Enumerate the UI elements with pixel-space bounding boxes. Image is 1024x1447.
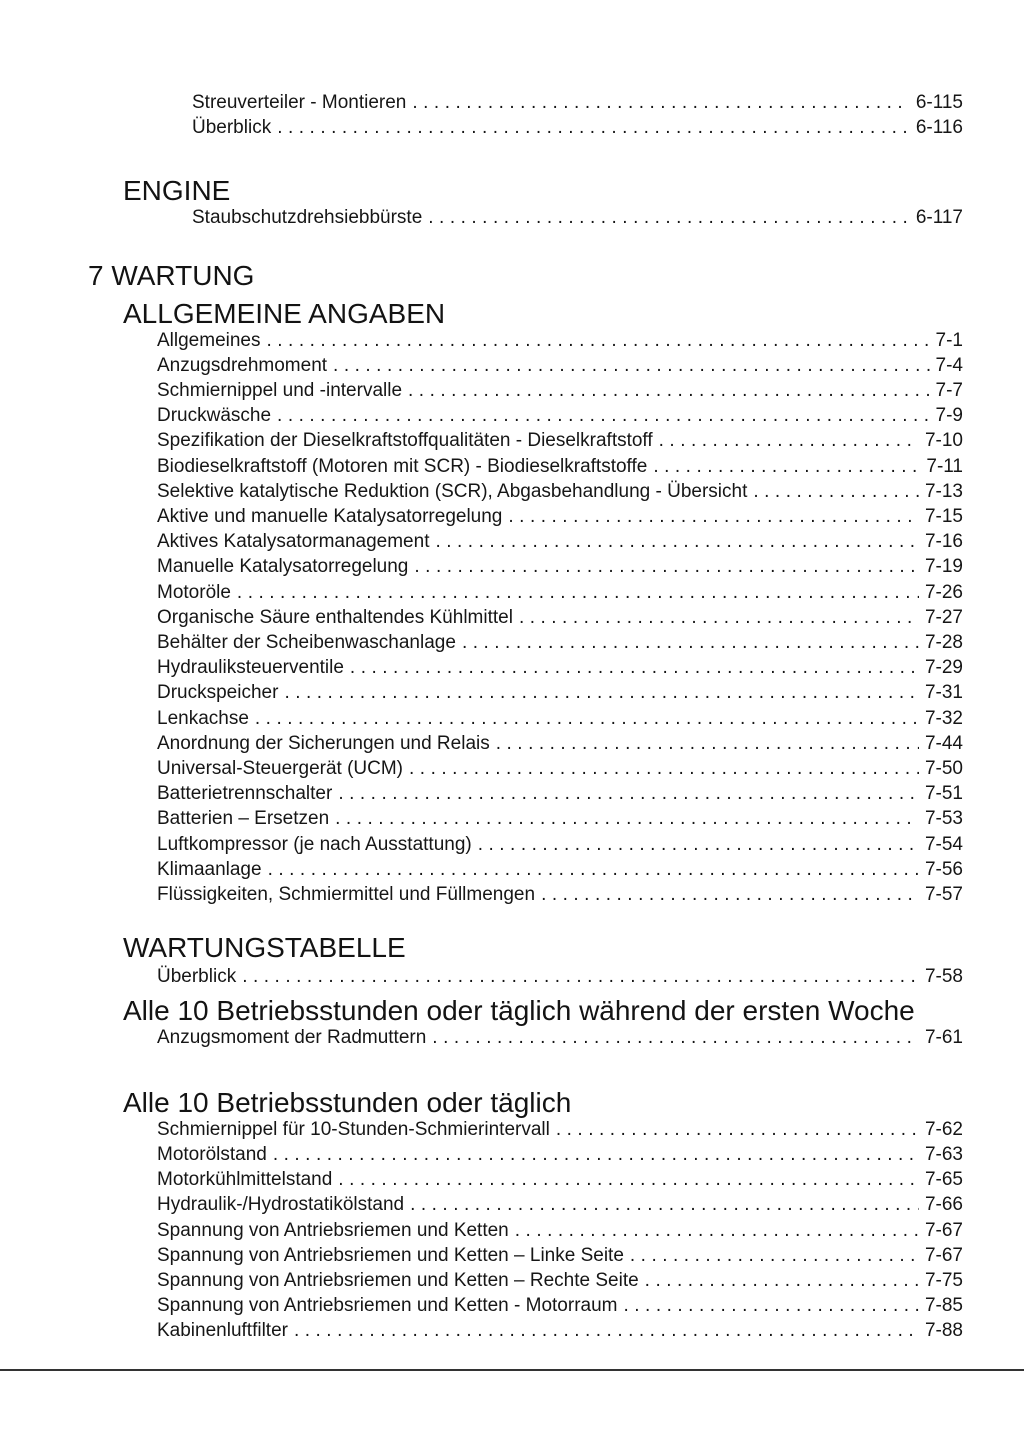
toc-entry (157, 428, 963, 453)
dot-leader (350, 655, 919, 680)
toc-entry (157, 1318, 963, 1343)
toc-entry (157, 781, 963, 806)
toc-entry (157, 1243, 963, 1268)
toc-entry (157, 580, 963, 605)
toc-entry-page: 7-54 (924, 833, 963, 855)
chapter-heading: 7 WARTUNG (88, 259, 255, 291)
toc-entry-title: Universal-Steuergerät (UCM) (157, 758, 404, 780)
section-heading: Alle 10 Betriebsstunden oder täglich während der ersten Woche (123, 995, 915, 1027)
toc-entry-page: 7-58 (924, 966, 963, 988)
toc-entry-title: Spannung von Antriebsriemen und Ketten – Linke Seite (157, 1244, 624, 1266)
toc-entry-title: Spannung von Antriebsriemen und Ketten (157, 1219, 509, 1241)
toc-entry-page: 7-66 (924, 1194, 963, 1216)
toc-entry-page: 7-28 (924, 632, 963, 654)
toc-entry (157, 529, 963, 554)
toc-entry-page: 7-57 (924, 884, 963, 906)
toc-entry-page: 7-10 (924, 430, 963, 452)
toc-entry (157, 605, 963, 630)
toc-entry-title: Aktive und manuelle Katalysatorregelung (157, 506, 503, 528)
toc-entry-title: Motoröle (157, 581, 231, 603)
dot-leader (410, 1192, 919, 1217)
dot-leader (428, 205, 910, 230)
dot-leader (277, 403, 929, 428)
toc-entry (157, 1218, 963, 1243)
toc-entry-title: Behälter der Scheibenwaschanlage (157, 632, 456, 654)
toc-entry-title: Anzugsdrehmoment (157, 354, 328, 376)
dot-leader (630, 1243, 919, 1268)
dot-leader (556, 1117, 919, 1142)
toc-entry-page: 7-9 (935, 405, 963, 427)
toc-entry-title: Streuverteiler - Montieren (192, 92, 407, 113)
toc-entry (157, 1293, 963, 1318)
toc-entry-title: Motorkühlmittelstand (157, 1169, 333, 1191)
toc-entry (157, 479, 963, 504)
section-heading: WARTUNGSTABELLE (123, 932, 406, 964)
toc-entry-group (157, 328, 963, 908)
dot-leader (273, 1142, 919, 1167)
section-heading: ALLGEMEINE ANGABEN (123, 297, 446, 329)
toc-entry-page: 7-63 (924, 1143, 963, 1165)
toc-entry-title: Überblick (192, 117, 272, 139)
toc-entry (157, 832, 963, 857)
toc-entry-title: Allgemeines (157, 329, 261, 351)
toc-entry-page: 7-13 (924, 480, 963, 502)
toc-entry-title: Staubschutzdrehsiebbürste (192, 207, 423, 229)
dot-leader (338, 781, 919, 806)
dot-leader (242, 964, 919, 989)
toc-entry (157, 655, 963, 680)
toc-entry-page: 7-53 (924, 808, 963, 830)
toc-entry-page: 7-16 (924, 531, 963, 553)
toc-entry-title: Anordnung der Sicherungen und Relais (157, 732, 490, 754)
toc-entry-page: 7-51 (924, 783, 963, 805)
toc-entry-title: Manuelle Katalysatorregelung (157, 556, 409, 578)
toc-entry-page: 7-85 (924, 1295, 963, 1317)
toc-entry (157, 680, 963, 705)
toc-entry-title: Hydrauliksteuerventile (157, 657, 344, 679)
toc-entry-title: Druckspeicher (157, 682, 279, 704)
dot-leader (496, 731, 919, 756)
dot-leader (284, 680, 919, 705)
toc-entry-page: 6-117 (915, 207, 963, 229)
toc-entry (157, 378, 963, 403)
toc-entry-title: Luftkompressor (je nach Ausstattung) (157, 833, 472, 855)
toc-entry-page: 7-1 (935, 329, 963, 351)
toc-entry-page: 7-11 (926, 455, 963, 477)
toc-entry-page: 7-65 (924, 1169, 963, 1191)
toc-entry (157, 964, 963, 989)
toc-entry-page: 7-15 (924, 506, 963, 528)
toc-entry (157, 353, 963, 378)
footer-rule (0, 1369, 1024, 1371)
dot-leader (335, 806, 919, 831)
toc-entry (157, 1167, 963, 1192)
toc-entry (157, 504, 963, 529)
toc-entry (157, 630, 963, 655)
dot-leader (653, 454, 920, 479)
toc-entry-page: 7-50 (924, 758, 963, 780)
toc-entry-title: Batterien – Ersetzen (157, 808, 330, 830)
toc-entry-page: 7-62 (924, 1118, 963, 1140)
toc-entry-group (157, 1117, 963, 1344)
dot-leader (519, 605, 919, 630)
toc-entry-title: Kabinenluftfilter (157, 1320, 288, 1342)
toc-entry-page: 6-116 (915, 117, 963, 139)
dot-leader (435, 529, 919, 554)
toc-entry-title: Aktives Katalysatormanagement (157, 531, 430, 553)
toc-entry-title: Motorölstand (157, 1143, 267, 1165)
toc-entry (157, 1268, 963, 1293)
toc-entry (157, 806, 963, 831)
dot-leader (294, 1318, 919, 1343)
toc-entry-page: 7-88 (924, 1320, 963, 1342)
dot-leader (508, 504, 919, 529)
section-heading: Alle 10 Betriebsstunden oder täglich (123, 1086, 572, 1118)
dot-leader (408, 378, 930, 403)
toc-entry-page: 6-115 (915, 92, 963, 113)
toc-entry-title: Lenkachse (157, 707, 249, 729)
toc-entry-title: Schmiernippel für 10-Stunden-Schmierintervall (157, 1118, 550, 1140)
dot-leader (515, 1218, 919, 1243)
toc-entry-page: 7-75 (924, 1269, 963, 1291)
toc-entry-group (192, 90, 963, 140)
dot-leader (645, 1268, 919, 1293)
toc-entry-group (192, 205, 963, 230)
dot-leader (432, 1025, 919, 1050)
toc-entry-title: Spannung von Antriebsriemen und Ketten – Rechte Seite (157, 1269, 639, 1291)
toc-entry-page: 7-67 (924, 1244, 963, 1266)
toc-entry-page: 7-4 (935, 354, 963, 376)
toc-entry (157, 731, 963, 756)
toc-entry (157, 1192, 963, 1217)
section-heading: ENGINE (123, 175, 231, 207)
toc-entry (192, 205, 963, 230)
toc-entry-title: Biodieselkraftstoff (Motoren mit SCR) - Biodieselkraftstoffe (157, 455, 648, 477)
toc-entry-title: Spezifikation der Dieselkraftstoffqualitäten - Dieselkraftstoff (157, 430, 653, 452)
toc-entry-page: 7-27 (924, 606, 963, 628)
toc-entry-title: Klimaanlage (157, 858, 262, 880)
toc-entry-page: 7-44 (924, 732, 963, 754)
toc-entry-title: Druckwäsche (157, 405, 272, 427)
dot-leader (753, 479, 919, 504)
toc-entry-page: 7-26 (924, 581, 963, 603)
toc-entry-page: 7-19 (924, 556, 963, 578)
toc-entry (157, 857, 963, 882)
dot-leader (624, 1293, 919, 1318)
dot-leader (414, 554, 919, 579)
toc-entry-title: Anzugsmoment der Radmuttern (157, 1027, 427, 1049)
toc-entry (157, 882, 963, 907)
dot-leader (478, 832, 919, 857)
dot-leader (255, 706, 919, 731)
dot-leader (333, 353, 929, 378)
toc-entry-group (157, 1025, 963, 1050)
toc-entry-page: 7-31 (924, 682, 963, 704)
toc-entry (192, 90, 963, 115)
toc-entry-title: Hydraulik-/Hydrostatikölstand (157, 1194, 405, 1216)
toc-entry-title: Selektive katalytische Reduktion (SCR), Abgasbehandlung - Übersicht (157, 480, 748, 502)
toc-entry-page: 7-67 (924, 1219, 963, 1241)
toc-entry-title: Batterietrennschalter (157, 783, 333, 805)
toc-entry (157, 1142, 963, 1167)
toc-entry-page: 7-61 (924, 1027, 963, 1049)
toc-entry (192, 115, 963, 140)
dot-leader (541, 882, 919, 907)
toc-entry (157, 554, 963, 579)
toc-entry-title: Organische Säure enthaltendes Kühlmittel (157, 606, 513, 628)
dot-leader (412, 90, 909, 115)
dot-leader (462, 630, 919, 655)
toc-entry (157, 1117, 963, 1142)
dot-leader (338, 1167, 919, 1192)
toc-entry (157, 328, 963, 353)
dot-leader (237, 580, 919, 605)
dot-leader (267, 328, 930, 353)
toc-entry-page: 7-56 (924, 858, 963, 880)
dot-leader (268, 857, 919, 882)
dot-leader (277, 115, 910, 140)
dot-leader (409, 756, 919, 781)
toc-entry-title: Überblick (157, 966, 237, 988)
toc-entry (157, 454, 963, 479)
toc-entry-page: 7-32 (924, 707, 963, 729)
toc-entry (157, 1025, 963, 1050)
toc-entry (157, 756, 963, 781)
toc-entry (157, 403, 963, 428)
toc-entry-title: Schmiernippel und -intervalle (157, 380, 403, 402)
toc-entry-title: Spannung von Antriebsriemen und Ketten - Motorraum (157, 1295, 618, 1317)
toc-entry (157, 706, 963, 731)
toc-entry-group (157, 964, 963, 989)
toc-entry-title: Flüssigkeiten, Schmiermittel und Füllmengen (157, 884, 536, 906)
toc-entry-page: 7-29 (924, 657, 963, 679)
dot-leader (659, 428, 919, 453)
toc-entry-page: 7-7 (935, 380, 963, 402)
